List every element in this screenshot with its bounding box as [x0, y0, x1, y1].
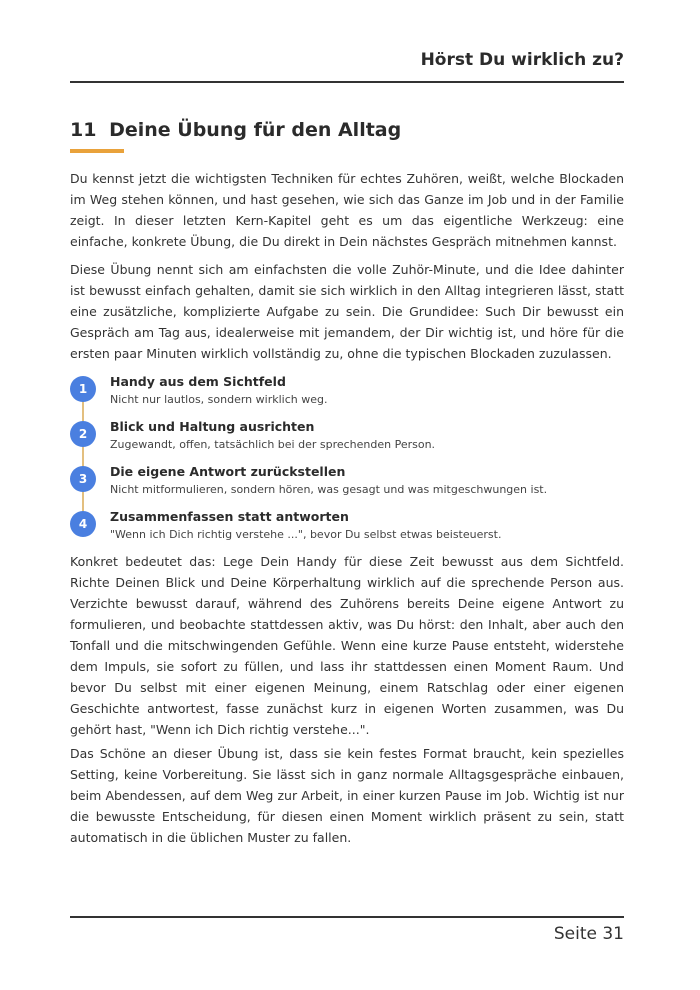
step-item	[70, 460, 624, 504]
step-number-badge: 1	[70, 376, 96, 402]
paragraph-intro: Du kennst jetzt die wichtigsten Techniken für echtes Zuhören, weißt, welche Blockaden im Weg stehen können, und hast gesehen, wie sich das Ganze im Job und in der Familie zeigt. In dieser letzten Kern-Kapitel geht es um das eigentliche Werkzeug: eine einfache, konkrete Übung, die Du direkt in Dein nächstes Gespräch mitnehmen kannst.	[70, 171, 624, 249]
step-item	[70, 370, 624, 414]
running-header: Hörst Du wirklich zu?	[420, 50, 624, 70]
header-divider	[70, 81, 624, 83]
step-title: Die eigene Antwort zurückstellen	[110, 464, 346, 479]
step-number-badge: 4	[70, 511, 96, 537]
document-page	[70, 0, 624, 990]
step-item	[70, 505, 624, 549]
page-number: Seite 31	[553, 924, 624, 944]
step-description: Nicht mitformulieren, sondern hören, was gesagt und was mitgeschwungen ist.	[110, 483, 548, 496]
paragraph-conclusion: Das Schöne an dieser Übung ist, dass sie kein festes Format braucht, kein spezielles Setting, keine Vorbereitung. Sie lässt sich in ganz normale Alltagsgespräche einbauen, beim Abendessen, auf dem Weg zur Arbeit, in einer kurzen Pause im Job. Wichtig ist nur die bewusste Entscheidung, für diesen einen Moment wirklich präsent zu sein, statt automatisch in die üblichen Muster zu fallen.	[70, 746, 624, 845]
chapter-heading	[70, 119, 401, 141]
step-description: Zugewandt, offen, tatsächlich bei der sprechenden Person.	[110, 438, 436, 451]
step-item	[70, 415, 624, 459]
chapter-title: Deine Übung für den Alltag	[109, 119, 402, 141]
footer-divider	[70, 916, 624, 918]
chapter-number: 11	[70, 119, 97, 141]
step-title: Zusammenfassen statt antworten	[110, 509, 349, 524]
step-number-badge: 2	[70, 421, 96, 447]
paragraph-exercise-idea: Diese Übung nennt sich am einfachsten die volle Zuhör-Minute, und die Idee dahinter ist bewusst einfach gehalten, damit sie sich wirklich in den Alltag integrieren lässt, statt eine zusätzliche, komplizierte Aufgabe zu sein. Die Grundidee: Such Dir bewusst ein Gespräch am Tag aus, idealerweise mit jemandem, der Dir wichtig ist, und höre für die ersten paar Minuten wirklich vollständig zu, ohne die typischen Blockaden zuzulassen.	[70, 262, 624, 361]
step-title: Blick und Haltung ausrichten	[110, 419, 315, 434]
step-description: "Wenn ich Dich richtig verstehe ...", bevor Du selbst etwas beisteuerst.	[110, 528, 502, 541]
step-title: Handy aus dem Sichtfeld	[110, 374, 286, 389]
step-description: Nicht nur lautlos, sondern wirklich weg.	[110, 393, 328, 406]
paragraph-concrete-steps: Konkret bedeutet das: Lege Dein Handy für diese Zeit bewusst aus dem Sichtfeld. Richte Deinen Blick und Deine Körperhaltung wirklich auf die sprechende Person aus. Verzichte bewusst darauf, während des Zuhörens bereits Deine eigene Antwort zu formulieren, und beobachte stattdessen aktiv, was Du hörst: den Inhalt, aber auch den Tonfall und die mitschwingenden Gefühle. Wenn eine kurze Pause entsteht, widerstehe dem Impuls, sie sofort zu füllen, und lass ihr stattdessen einen Moment Raum. Und bevor Du selbst mit einer eigenen Meinung, einem Ratschlag oder einer eigenen Geschichte antwortest, fasse zunächst kurz in eigenen Worten zusammen, was Du gehört hast, "Wenn ich Dich richtig verstehe...".	[70, 554, 624, 737]
title-accent-bar	[70, 149, 124, 153]
step-number-badge: 3	[70, 466, 96, 492]
